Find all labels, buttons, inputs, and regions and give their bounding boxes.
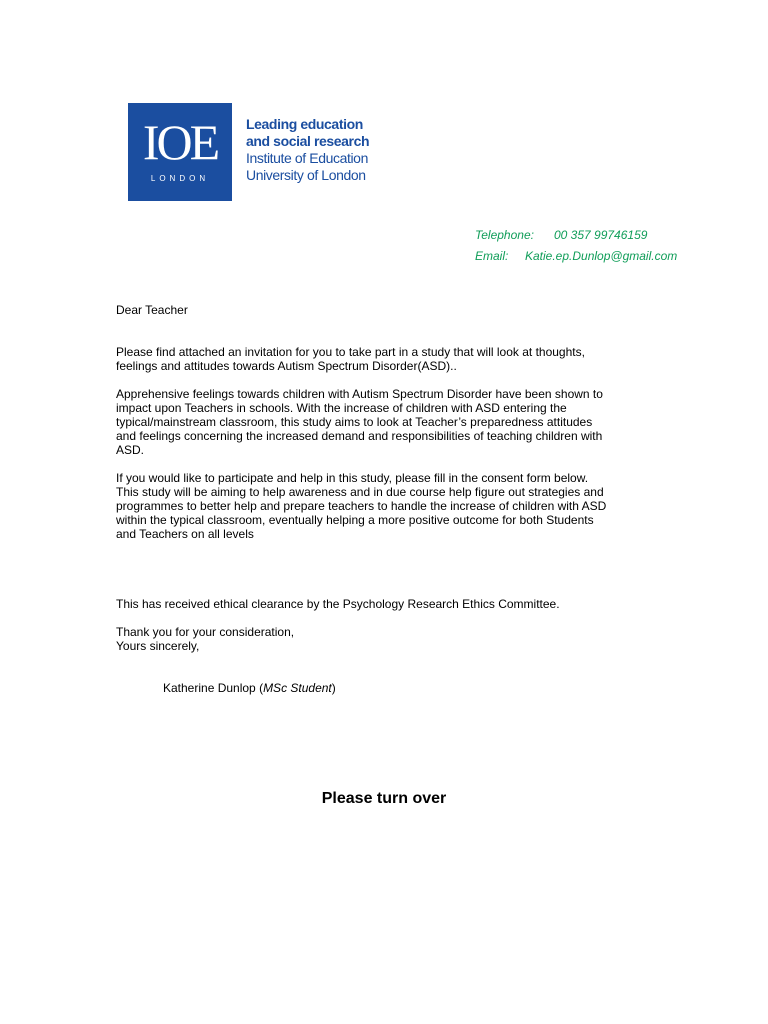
signature-name: Katherine Dunlop ( (163, 681, 264, 695)
salutation-text: Dear Teacher (116, 303, 188, 317)
para2-line-4: and feelings concerning the increased demand and responsibilities of teaching children with (116, 429, 603, 443)
para1-line-1: Please find attached an invitation for you to take part in a study that will look at thoughts, (116, 345, 585, 359)
para1-line-2: feelings and attitudes towards Autism Spectrum Disorder(ASD).. (116, 359, 457, 373)
paragraph-participation (116, 471, 656, 541)
para3-line-5: and Teachers on all levels (116, 527, 254, 541)
para2-line-3: typical/mainstream classroom, this study aims to look at Teacher’s preparedness attitudes (116, 415, 593, 429)
turn-over-note: Please turn over (321, 790, 447, 807)
tagline-line-1: Leading education (246, 116, 363, 132)
email-label: Email: (475, 249, 509, 263)
closing-line-2: Yours sincerely, (116, 639, 200, 653)
salutation (116, 303, 656, 317)
ioe-logo-city: LONDON (150, 174, 210, 183)
para2-line-5: ASD. (116, 443, 145, 457)
para3-line-3: programmes to better help and prepare teachers to handle the increase of children with ASD (116, 499, 607, 513)
paragraph-invitation (116, 345, 656, 373)
para3-line-4: within the typical classroom, eventually helping a more positive outcome for both Students (116, 513, 594, 527)
para3-line-1: If you would like to participate and help in this study, please fill in the consent form below. (116, 471, 589, 485)
ethics-statement (116, 597, 656, 611)
signature-role: MSc Student (263, 681, 332, 695)
ioe-logo (128, 103, 232, 201)
signature-close: ) (331, 681, 336, 695)
telephone-row (475, 225, 677, 246)
closing-line-1: Thank you for your consideration, (116, 625, 295, 639)
signature (163, 681, 336, 695)
email-row (475, 246, 677, 267)
para2-line-2: impact upon Teachers in schools. With the increase of children with ASD entering the (116, 401, 567, 415)
contact-block (475, 225, 677, 267)
para3-line-2: This study will be aiming to help awareness and in due course help figure out strategies and (116, 485, 604, 499)
telephone-label: Telephone: (475, 228, 534, 242)
tagline-line-4: University of London (246, 167, 366, 183)
institution-tagline (246, 116, 369, 184)
tagline-line-3: Institute of Education (246, 150, 368, 166)
ethics-text: This has received ethical clearance by the Psychology Research Ethics Committee. (116, 597, 560, 611)
para2-line-1: Apprehensive feelings towards children with Autism Spectrum Disorder have been shown to (116, 387, 603, 401)
email-value: Katie.ep.Dunlop@gmail.com (525, 249, 678, 263)
telephone-value: 00 357 99746159 (554, 228, 648, 242)
closing (116, 625, 656, 653)
paragraph-background (116, 387, 656, 457)
ioe-logo-mark: IOE (142, 114, 218, 170)
tagline-line-2: and social research (246, 133, 370, 149)
